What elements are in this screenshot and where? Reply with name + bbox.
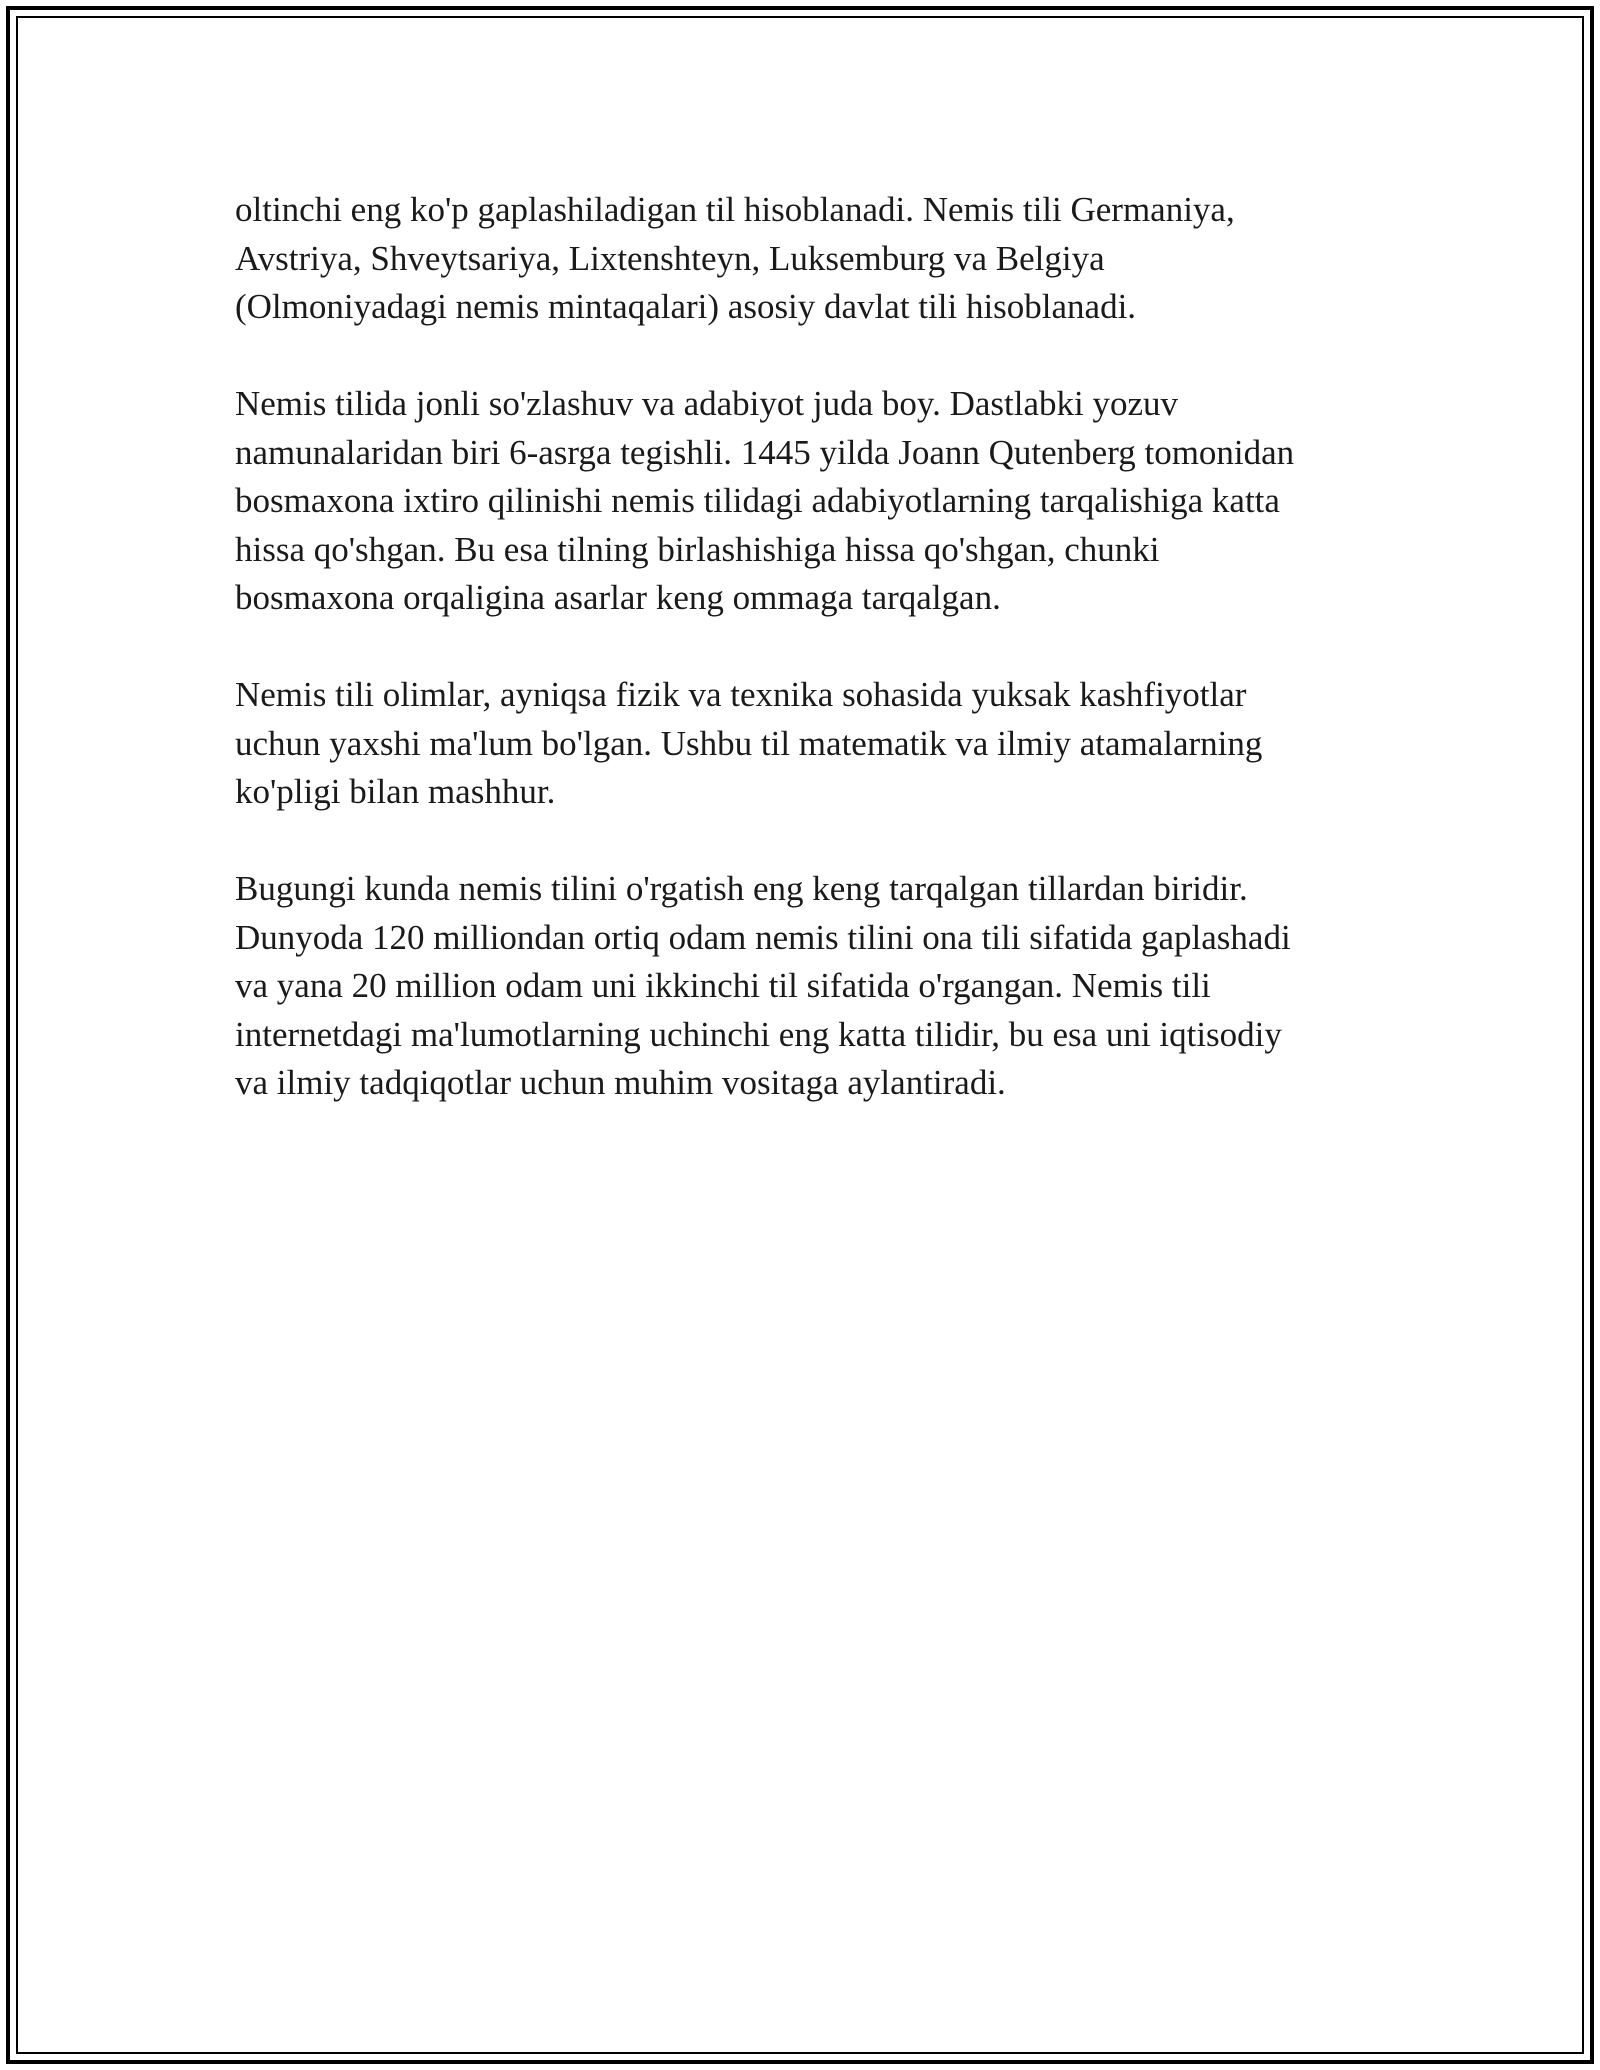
text-line: va yana 20 million odam uni ikkinchi til sifatida o'rgangan. Nemis tili <box>235 966 1211 1005</box>
paragraph-1 <box>235 186 1375 332</box>
text-line: oltinchi eng ko'p gaplashiladigan til hisoblanadi. Nemis tili Germaniya, <box>235 190 1235 229</box>
text-line: bosmaxona orqaligina asarlar keng ommaga tarqalgan. <box>235 578 1001 617</box>
paragraph-2 <box>235 380 1375 623</box>
text-line: ko'pligi bilan mashhur. <box>235 772 556 811</box>
text-line: (Olmoniyadagi nemis mintaqalari) asosiy davlat tili hisoblanadi. <box>235 287 1137 326</box>
text-line: namunalaridan biri 6-asrga tegishli. 1445 yilda Joann Qutenberg tomonidan <box>235 432 1295 472</box>
text-line: va ilmiy tadqiqotlar uchun muhim vositaga aylantiradi. <box>235 1063 1006 1102</box>
text-line: internetdagi ma'lumotlarning uchinchi eng katta tilidir, bu esa uni iqtisodiy <box>235 1014 1282 1054</box>
text-line: Nemis tilida jonli so'zlashuv va adabiyot juda boy. Dastlabki yozuv <box>235 384 1179 423</box>
text-line: Dunyoda 120 milliondan ortiq odam nemis tilini ona tili sifatida gaplashadi <box>235 917 1291 957</box>
text-line: Avstriya, Shveytsariya, Lixtenshteyn, Luksemburg va Belgiya <box>235 238 1105 278</box>
document-body <box>235 186 1375 1108</box>
paragraph-4 <box>235 865 1375 1108</box>
paragraph-3 <box>235 671 1375 817</box>
text-line: Bugungi kunda nemis tilini o'rgatish eng keng tarqalgan tillardan biridir. <box>235 869 1248 908</box>
text-line: uchun yaxshi ma'lum bo'lgan. Ushbu til matematik va ilmiy atamalarning <box>235 723 1263 763</box>
text-line: Nemis tili olimlar, ayniqsa fizik va texnika sohasida yuksak kashfiyotlar <box>235 675 1247 714</box>
text-line: bosmaxona ixtiro qilinishi nemis tilidagi adabiyotlarning tarqalishiga katta <box>235 481 1280 520</box>
text-line: hissa qo'shgan. Bu esa tilning birlashishiga hissa qo'shgan, chunki <box>235 529 1160 569</box>
